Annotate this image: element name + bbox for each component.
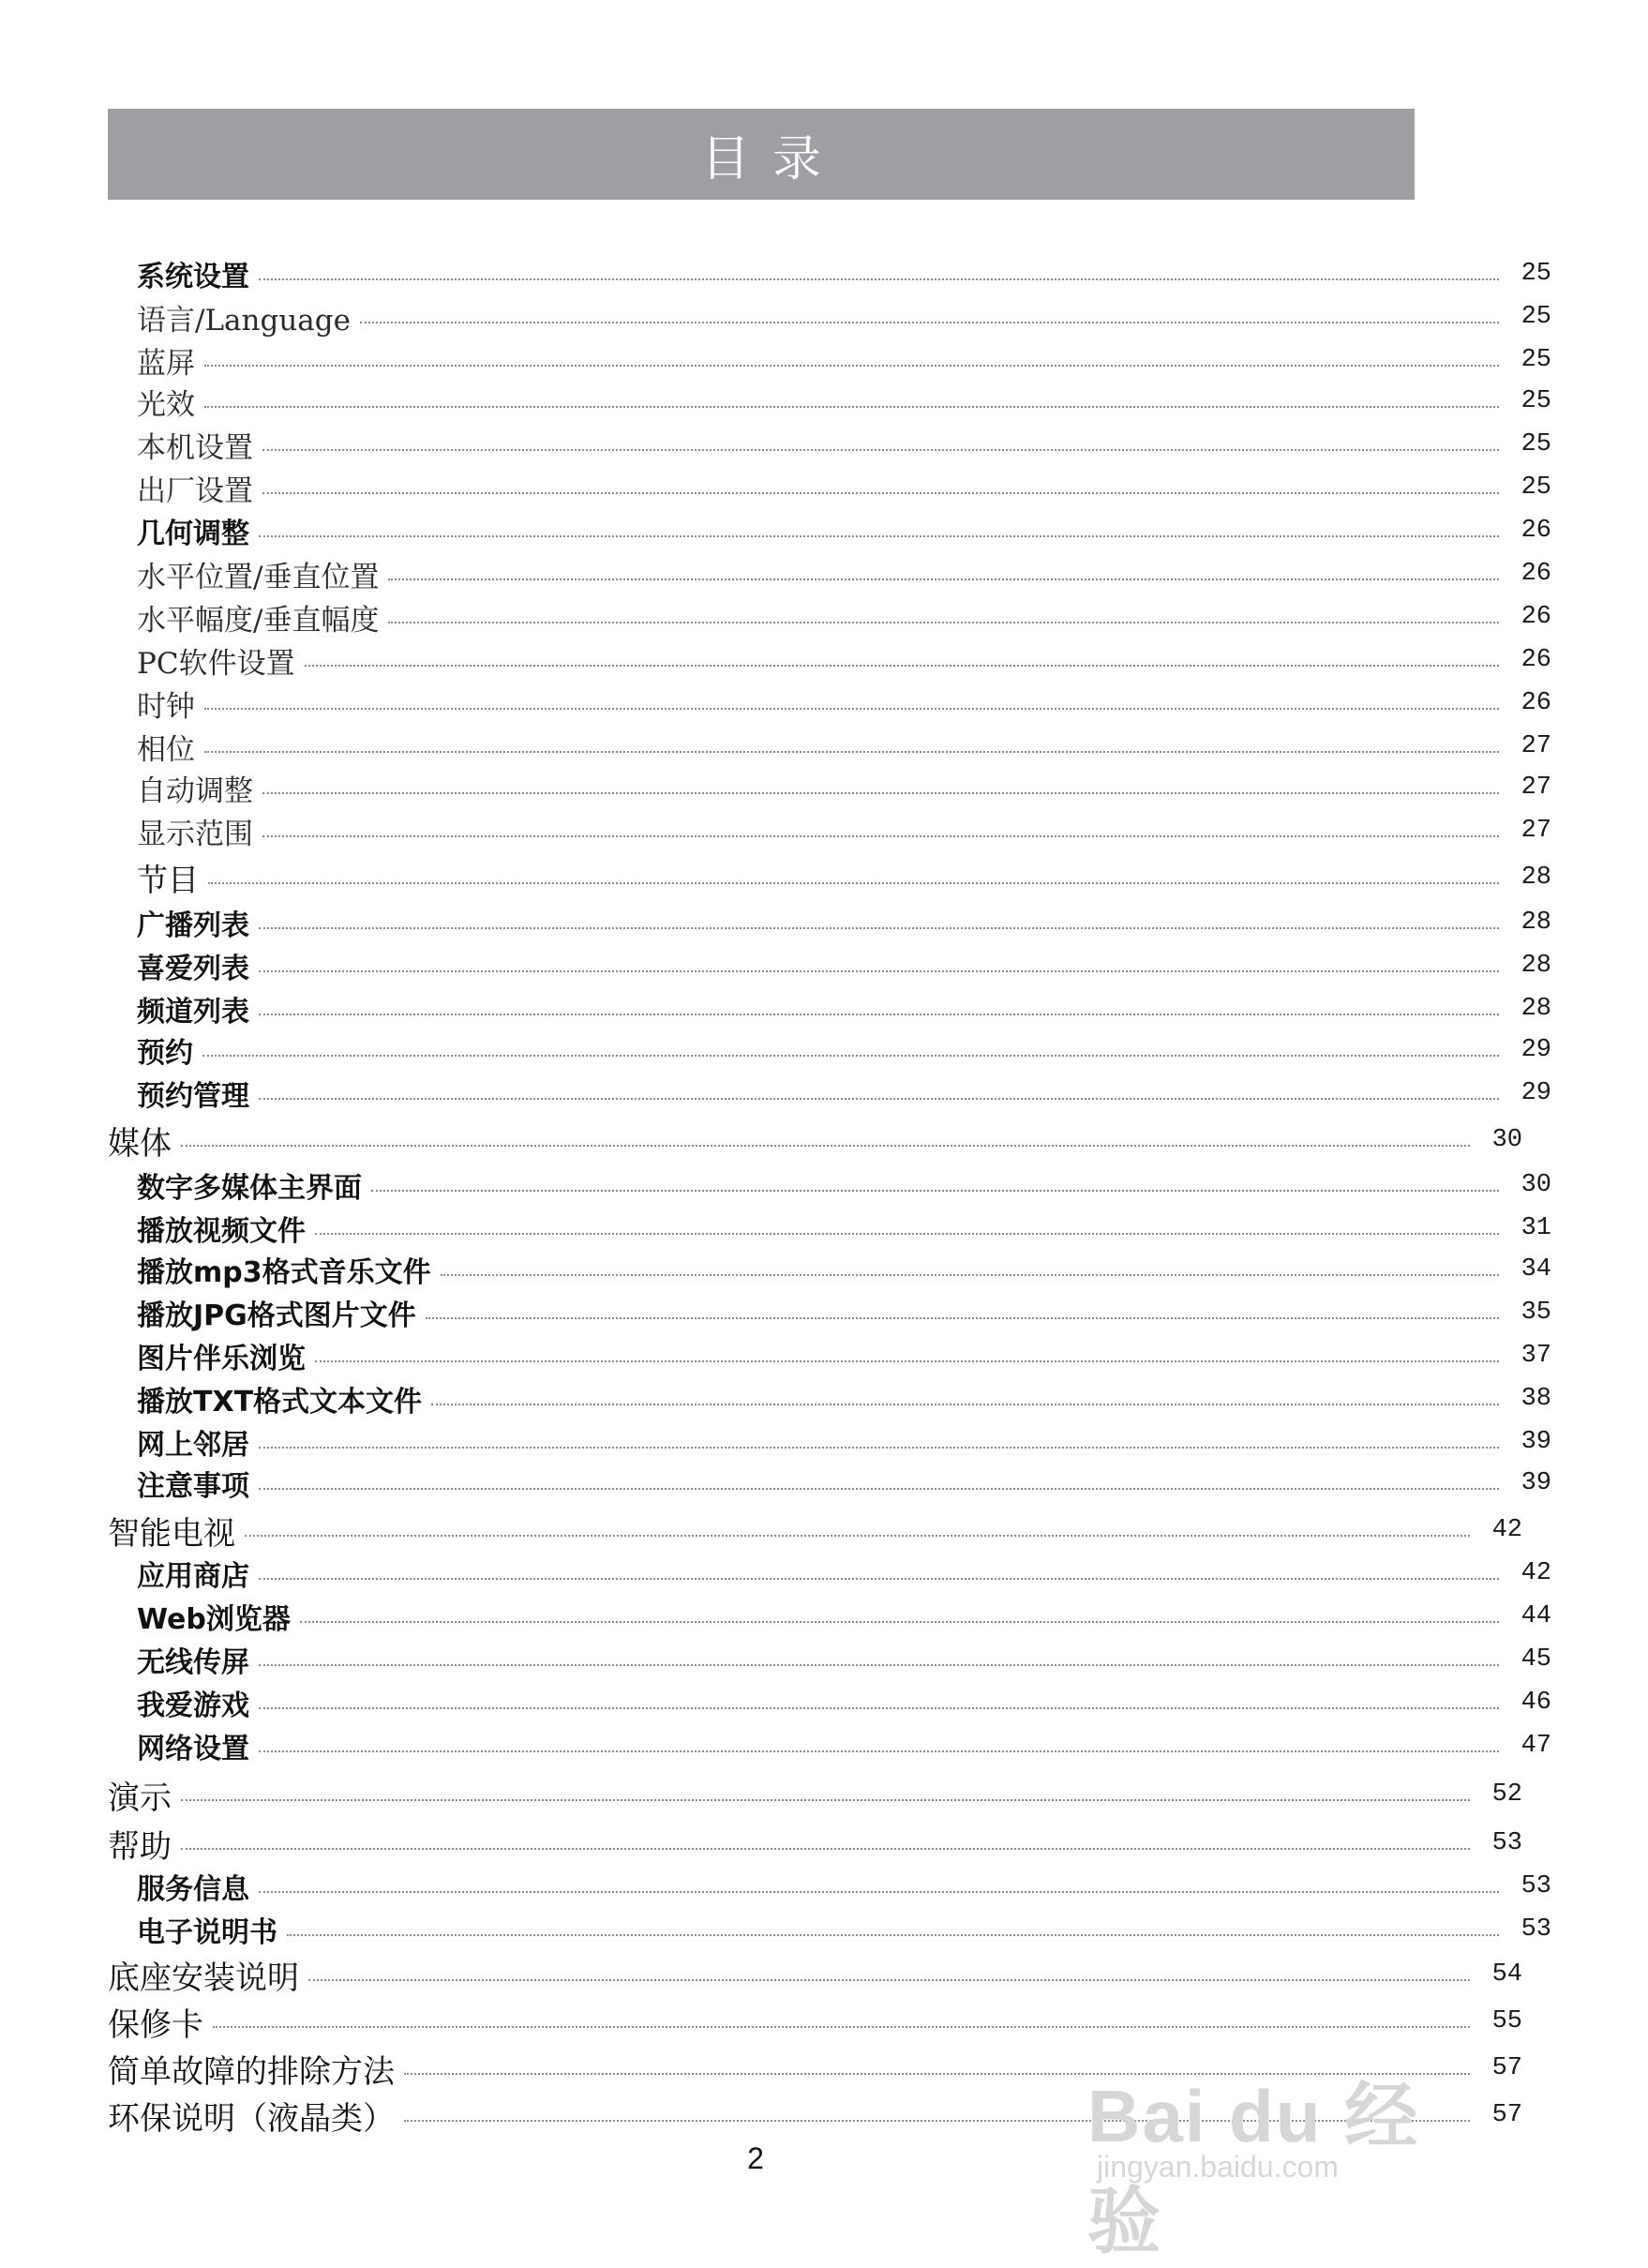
- dot-leader: [259, 970, 1499, 972]
- toc-entry-label: 光效: [137, 387, 195, 422]
- toc-entry-label: 媒体: [108, 1124, 172, 1163]
- toc-entry-page: 38: [1521, 1385, 1551, 1413]
- toc-entry-label: 预约管理: [137, 1080, 249, 1113]
- dot-leader: [431, 1404, 1499, 1405]
- toc-entry-page: 35: [1521, 1299, 1551, 1327]
- toc-entry[interactable]: [0, 1249, 1648, 1290]
- toc-entry-page: 39: [1521, 1428, 1551, 1456]
- toc-entry-label: 水平幅度/垂直幅度: [137, 603, 380, 638]
- dot-leader: [259, 1578, 1499, 1580]
- dot-leader: [259, 535, 1499, 537]
- toc-entry-page: 54: [1491, 1960, 1522, 1989]
- toc-entry-label: 蓝屏: [137, 346, 195, 381]
- dot-leader: [371, 1190, 1499, 1192]
- toc-entry-label: Web浏览器: [137, 1603, 291, 1636]
- toc-entry[interactable]: [0, 1596, 1648, 1637]
- toc-entry[interactable]: [0, 1164, 1648, 1206]
- toc-entry-page: 57: [1491, 2101, 1522, 2129]
- toc-entry[interactable]: [0, 1909, 1648, 1950]
- toc-entry-label: 数字多媒体主界面: [137, 1172, 362, 1205]
- dot-leader: [360, 322, 1499, 323]
- dot-leader: [262, 492, 1499, 494]
- toc-entry-label: 本机设置: [137, 430, 253, 465]
- dot-leader: [308, 1979, 1470, 1981]
- toc-entry-page: 42: [1491, 1516, 1522, 1544]
- toc-entry-page: 53: [1521, 1872, 1551, 1900]
- toc-entry[interactable]: [0, 1682, 1648, 1723]
- toc-entry-page: 42: [1521, 1559, 1551, 1587]
- toc-entry-label: 智能电视: [108, 1514, 235, 1553]
- toc-entry[interactable]: [0, 381, 1648, 422]
- dot-leader: [426, 1317, 1499, 1319]
- toc-entry[interactable]: [0, 1954, 1619, 1995]
- dot-leader: [259, 278, 1499, 280]
- toc-entry[interactable]: [0, 1553, 1648, 1594]
- toc-entry-label: 应用商店: [137, 1560, 249, 1593]
- toc-entry-label: 图片伴乐浏览: [137, 1343, 306, 1375]
- toc-entry-page: 28: [1521, 864, 1551, 892]
- toc-entry-label: 演示: [108, 1779, 172, 1817]
- toc-entry-page: 30: [1521, 1171, 1551, 1199]
- toc-entry-label: 帮助: [108, 1827, 172, 1866]
- toc-entry-label: 无线传屏: [137, 1646, 249, 1679]
- toc-entry-page: 26: [1521, 689, 1551, 717]
- dot-leader: [300, 1621, 1499, 1623]
- toc-entry-page: 27: [1521, 774, 1551, 802]
- dot-leader: [287, 1934, 1499, 1936]
- dot-leader: [259, 927, 1499, 929]
- dot-leader: [262, 835, 1499, 837]
- dot-leader: [208, 882, 1499, 884]
- watermark: [1087, 2058, 1444, 2262]
- toc-entry-label: 播放TXT格式文本文件: [137, 1386, 423, 1419]
- dot-leader: [202, 1055, 1499, 1057]
- toc-entry[interactable]: [0, 1639, 1648, 1680]
- toc-entry-page: 25: [1521, 387, 1551, 415]
- toc-entry[interactable]: [0, 424, 1648, 465]
- toc-entry-label: 简单故障的排除方法: [108, 2052, 395, 2091]
- toc-entry[interactable]: [0, 988, 1648, 1029]
- toc-entry-page: 53: [1491, 1829, 1522, 1857]
- toc-entry[interactable]: [0, 596, 1648, 638]
- toc-entry-page: 29: [1521, 1036, 1551, 1064]
- toc-entry-label: 显示范围: [137, 817, 253, 851]
- toc-entry-label: 时钟: [137, 689, 195, 724]
- toc-entry-page: 31: [1521, 1214, 1551, 1242]
- toc-entry[interactable]: [0, 767, 1648, 808]
- toc-entry[interactable]: [0, 1335, 1648, 1376]
- toc-entry-page: 25: [1521, 260, 1551, 288]
- toc-entry-page: 47: [1521, 1732, 1551, 1760]
- toc-entry[interactable]: [0, 1029, 1648, 1071]
- toc-entry[interactable]: [0, 553, 1648, 594]
- toc-entry-page: 26: [1521, 560, 1551, 588]
- dot-leader: [259, 1447, 1499, 1449]
- toc-entry[interactable]: [0, 902, 1648, 943]
- toc-entry-page: 46: [1521, 1689, 1551, 1717]
- toc-entry-label: 网络设置: [137, 1733, 249, 1765]
- dot-leader: [305, 665, 1499, 667]
- dot-leader: [181, 1848, 1470, 1850]
- toc-entry[interactable]: [0, 2001, 1619, 2042]
- toc-entry-page: 26: [1521, 603, 1551, 631]
- dot-leader: [388, 578, 1499, 580]
- dot-leader: [259, 1707, 1499, 1709]
- toc-entry-label: PC软件设置: [137, 646, 295, 681]
- page-number: 2: [747, 2141, 764, 2175]
- toc-entry-page: 25: [1521, 430, 1551, 458]
- toc-entry[interactable]: [0, 253, 1648, 294]
- toc-entry[interactable]: [0, 1421, 1648, 1463]
- dot-leader: [259, 1664, 1499, 1666]
- toc-entry-page: 25: [1521, 346, 1551, 374]
- toc-entry[interactable]: [0, 1119, 1619, 1161]
- toc-entry-label: 网上邻居: [137, 1429, 249, 1462]
- toc-entry-page: 34: [1521, 1255, 1551, 1284]
- toc-entry-label: 服务信息: [137, 1873, 249, 1906]
- toc-entry-page: 26: [1521, 646, 1551, 674]
- toc-entry-label: 自动调整: [137, 774, 253, 808]
- dot-leader: [441, 1274, 1499, 1276]
- toc-entry[interactable]: [0, 683, 1648, 724]
- toc-entry-page: 26: [1521, 517, 1551, 545]
- toc-entry[interactable]: [0, 857, 1648, 898]
- toc-entry-label: 播放JPG格式图片文件: [137, 1299, 416, 1332]
- toc-entry-page: 25: [1521, 303, 1551, 331]
- toc-entry[interactable]: [0, 1073, 1648, 1114]
- toc-entry-page: 52: [1491, 1780, 1522, 1809]
- dot-leader: [181, 1799, 1470, 1801]
- toc-entry[interactable]: [0, 1208, 1648, 1249]
- toc-entry-label: 水平位置/垂直位置: [137, 560, 380, 594]
- toc-entry-label: 播放视频文件: [137, 1215, 306, 1248]
- toc-entry-page: 55: [1491, 2007, 1522, 2035]
- toc-entry[interactable]: [0, 1866, 1648, 1907]
- dot-leader: [204, 406, 1499, 408]
- toc-entry[interactable]: [0, 1509, 1619, 1551]
- toc-entry-page: 28: [1521, 952, 1551, 980]
- toc-entry-label: 电子说明书: [137, 1916, 277, 1949]
- dot-leader: [204, 708, 1499, 710]
- toc-entry-page: 28: [1521, 909, 1551, 937]
- toc-entry-label: 播放mp3格式音乐文件: [137, 1256, 431, 1289]
- dot-leader: [213, 2026, 1470, 2028]
- toc-entry-page: 29: [1521, 1079, 1551, 1107]
- toc-entry-label: 喜爱列表: [137, 953, 249, 985]
- toc-entry[interactable]: [0, 1463, 1648, 1504]
- toc-entry-page: 25: [1521, 473, 1551, 502]
- dot-leader: [259, 1750, 1499, 1752]
- toc-entry-label: 保修卡: [108, 2005, 203, 2044]
- toc-entry[interactable]: [0, 1378, 1648, 1419]
- toc-entry[interactable]: [0, 296, 1648, 338]
- toc-entry-label: 几何调整: [137, 518, 249, 550]
- watermark-brand: Bai du 经验: [1087, 2075, 1420, 2262]
- toc-entry-label: 底座安装说明: [108, 1959, 299, 1997]
- toc-entry-label: 我爱游戏: [137, 1690, 249, 1722]
- toc-entry[interactable]: [0, 945, 1648, 986]
- toc-entry-page: 57: [1491, 2054, 1522, 2082]
- toc-entry[interactable]: [0, 810, 1648, 851]
- toc-entry[interactable]: [0, 1292, 1648, 1333]
- toc-entry[interactable]: [0, 1725, 1648, 1766]
- dot-leader: [315, 1233, 1499, 1235]
- toc-entry-page: 39: [1521, 1469, 1551, 1497]
- toc-entry-page: 27: [1521, 732, 1551, 760]
- dot-leader: [315, 1360, 1499, 1362]
- dot-leader: [388, 622, 1499, 623]
- toc-entry[interactable]: [0, 639, 1648, 681]
- toc-entry-page: 45: [1521, 1645, 1551, 1674]
- toc-entry-label: 广播列表: [137, 909, 249, 942]
- toc-entry-page: 28: [1521, 995, 1551, 1023]
- dot-leader: [245, 1535, 1470, 1537]
- toc-entry-label: 节目: [137, 861, 199, 898]
- dot-leader: [181, 1145, 1470, 1147]
- dot-leader: [259, 1488, 1499, 1490]
- toc-entry[interactable]: [0, 726, 1648, 767]
- toc-entry-label: 出厂设置: [137, 473, 253, 508]
- toc-entry-page: 37: [1521, 1342, 1551, 1370]
- watermark-url: jingyan.baidu.com: [1097, 2150, 1339, 2184]
- toc-entry-label: 频道列表: [137, 996, 249, 1029]
- toc-entry-page: 27: [1521, 817, 1551, 845]
- toc-entry-label: 环保说明（液晶类）: [108, 2099, 395, 2138]
- dot-leader: [259, 1891, 1499, 1893]
- toc-entry[interactable]: [0, 339, 1648, 381]
- dot-leader: [262, 449, 1499, 451]
- toc-entry-label: 系统设置: [137, 261, 249, 293]
- toc-entry[interactable]: [0, 1774, 1619, 1815]
- dot-leader: [204, 751, 1499, 753]
- toc-entry-page: 44: [1521, 1602, 1551, 1630]
- toc-entry-label: 注意事项: [137, 1470, 249, 1503]
- toc-entry[interactable]: [0, 467, 1648, 508]
- toc-entry-page: 30: [1491, 1126, 1522, 1154]
- dot-leader: [204, 365, 1499, 367]
- dot-leader: [259, 1098, 1499, 1100]
- toc-entry-label: 相位: [137, 732, 195, 767]
- dot-leader: [262, 792, 1499, 794]
- dot-leader: [259, 1014, 1499, 1015]
- toc-entry-label: 语言/Language: [137, 303, 351, 338]
- page-title: 目录: [700, 131, 844, 188]
- toc-entry-label: 预约: [137, 1037, 193, 1070]
- toc-entry-page: 53: [1521, 1915, 1551, 1944]
- toc-entry[interactable]: [0, 1823, 1619, 1864]
- toc-entry[interactable]: [0, 510, 1648, 551]
